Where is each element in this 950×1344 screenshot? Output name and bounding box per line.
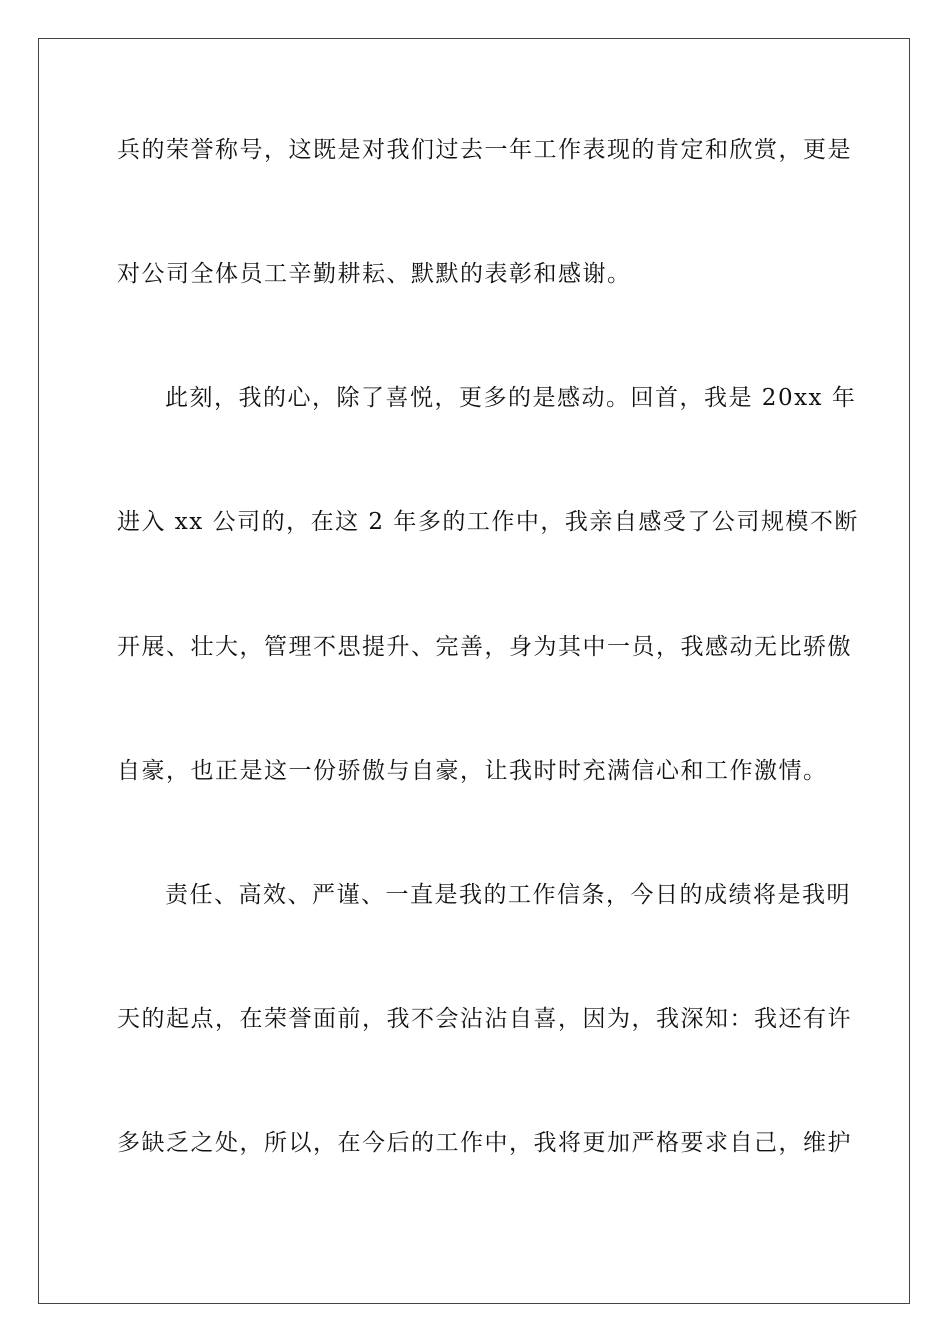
text-line-3: 此刻，我的心，除了喜悦，更多的是感动。回首，我是 20xx 年 — [165, 385, 857, 411]
text-line-2: 对公司全体员工辛勤耕耘、默默的表彰和感谢。 — [117, 261, 632, 287]
text-line-8: 天的起点，在荣誉面前，我不会沾沾自喜，因为，我深知：我还有许 — [117, 1006, 852, 1032]
text-line-1: 兵的荣誉称号，这既是对我们过去一年工作表现的肯定和欣赏，更是 — [117, 137, 852, 163]
text-line-7: 责任、高效、严谨、一直是我的工作信条，今日的成绩将是我明 — [165, 882, 851, 908]
page-frame — [38, 38, 910, 1304]
text-line-5: 开展、壮大，管理不思提升、完善，身为其中一员，我感动无比骄傲 — [117, 634, 852, 660]
text-line-4: 进入 xx 公司的，在这 2 年多的工作中，我亲自感受了公司规模不断 — [117, 509, 859, 535]
text-line-9: 多缺乏之处，所以，在今后的工作中，我将更加严格要求自己，维护 — [117, 1130, 852, 1156]
text-line-6: 自豪，也正是这一份骄傲与自豪，让我时时充满信心和工作激情。 — [117, 758, 828, 784]
